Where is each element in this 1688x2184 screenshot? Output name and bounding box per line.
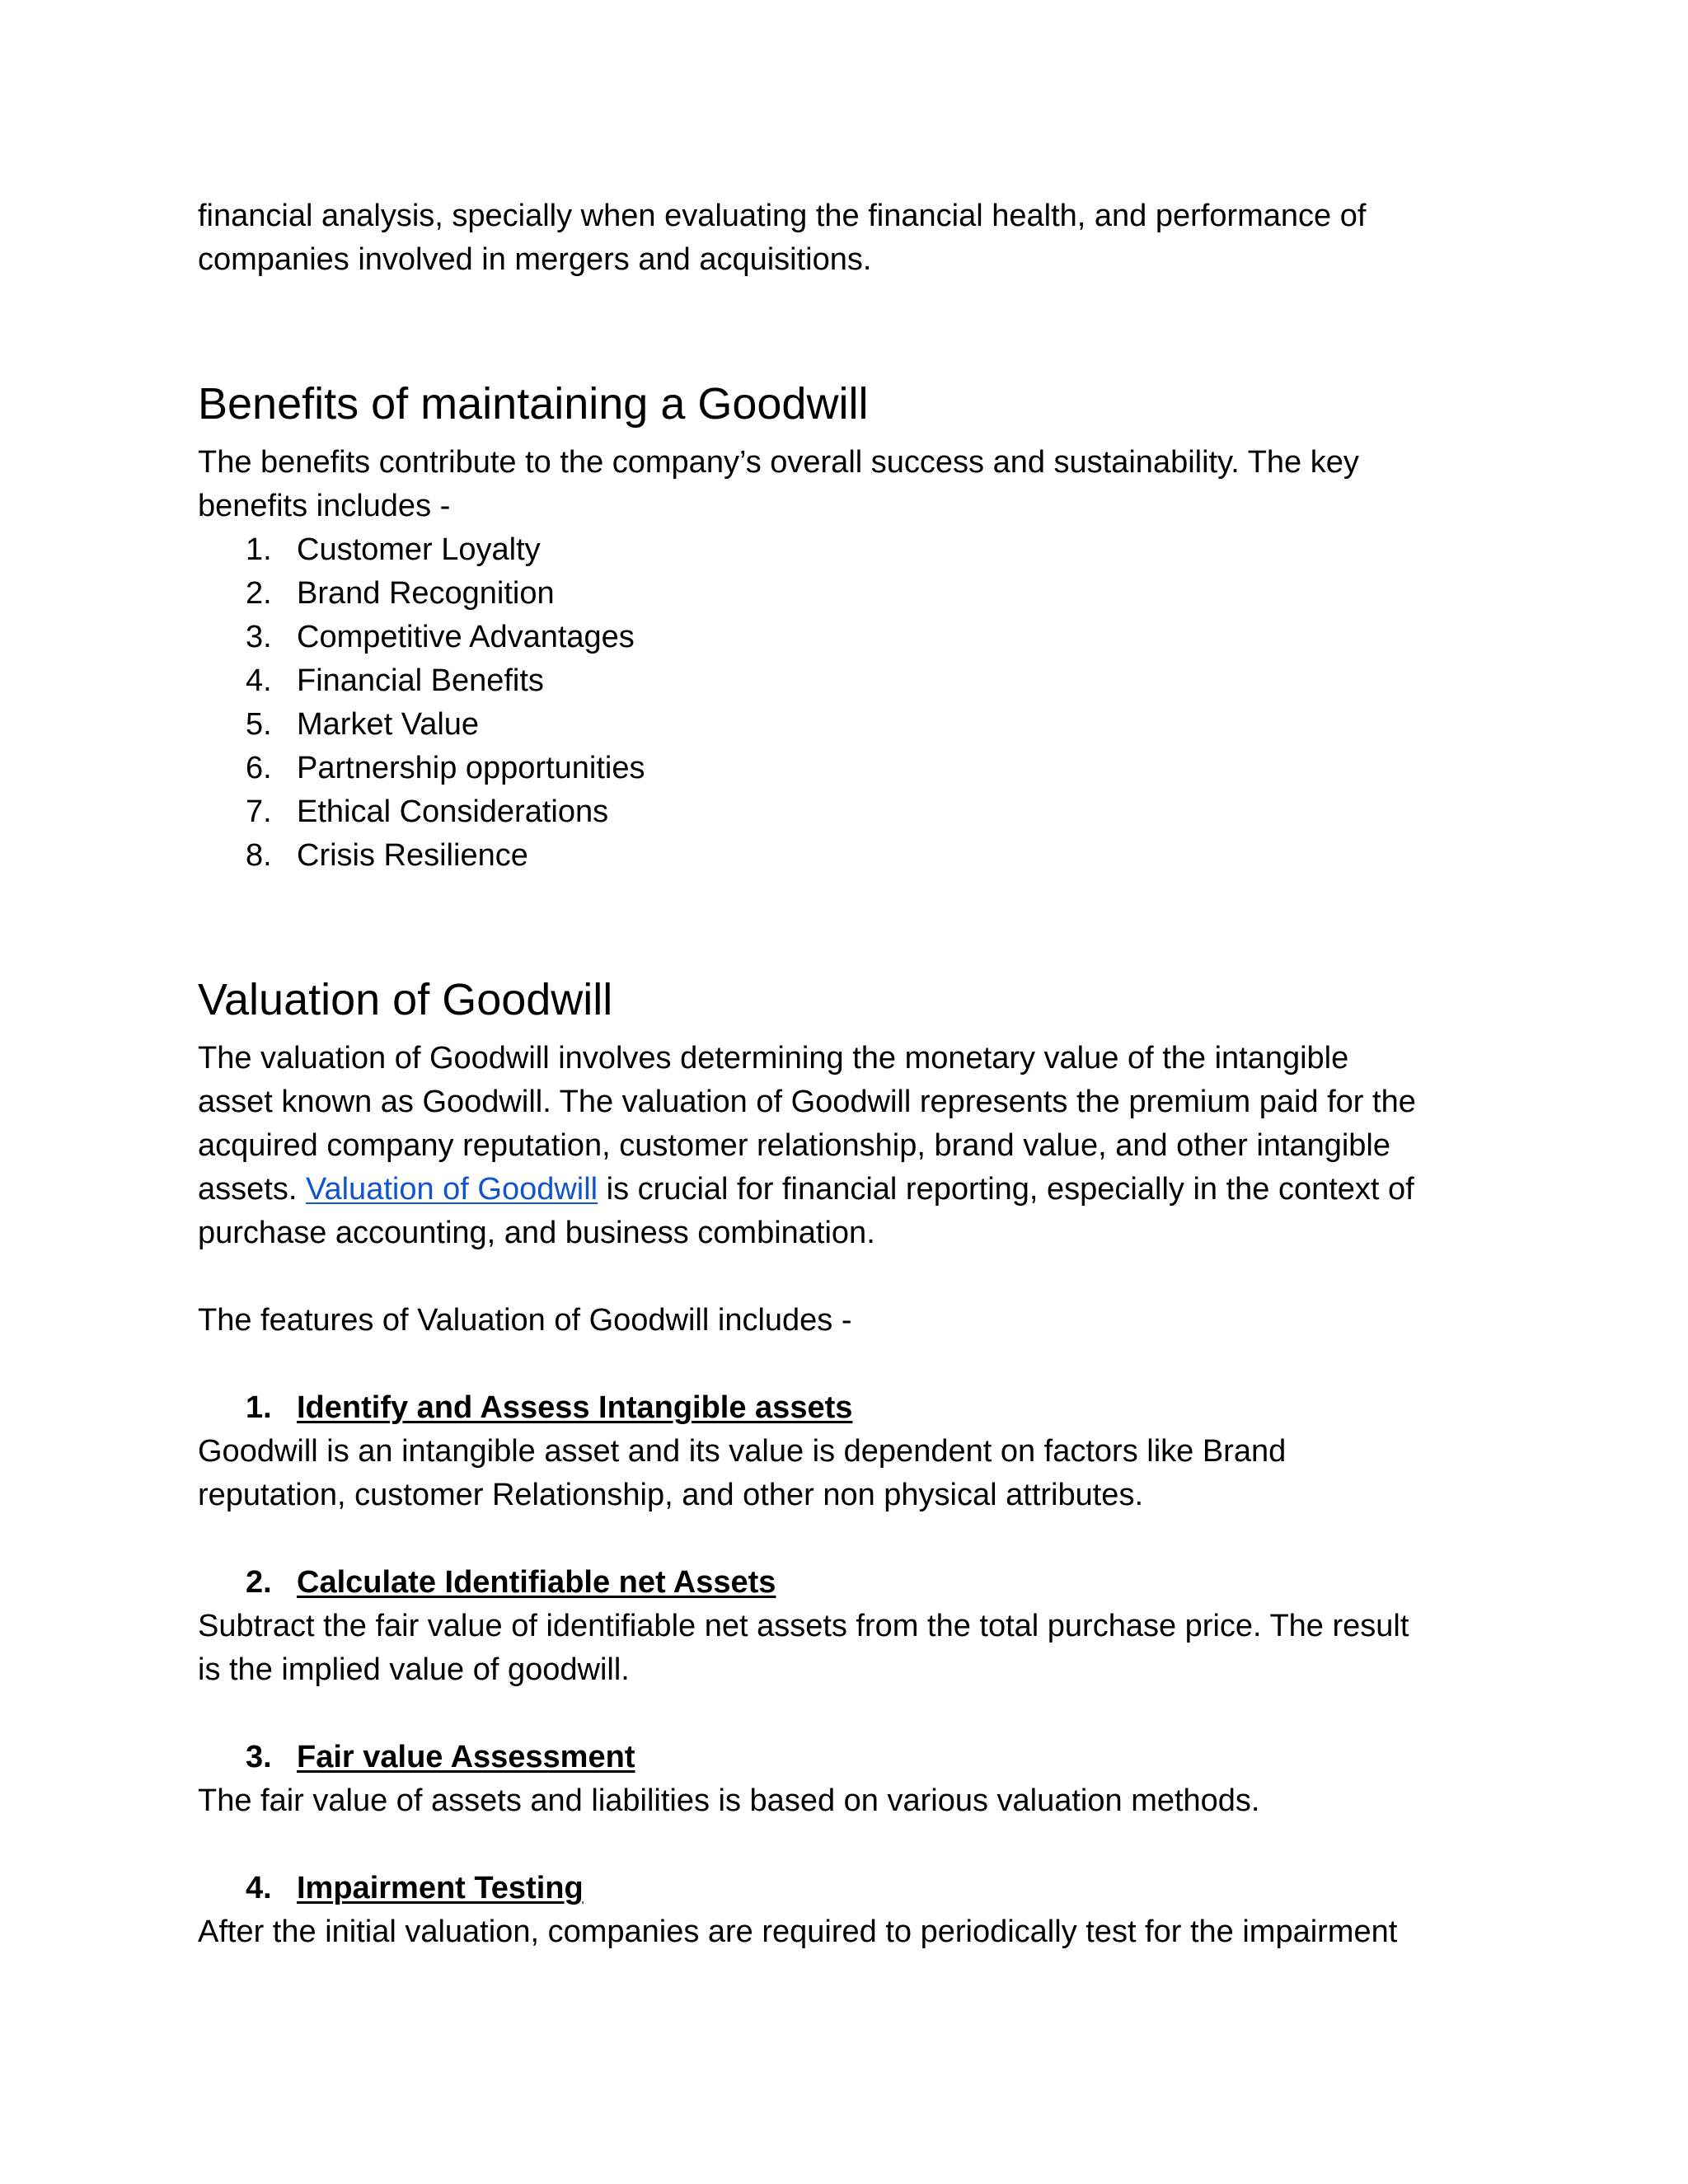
list-item-label: Competitive Advantages (297, 620, 635, 654)
feature-number: 2. (246, 1565, 272, 1600)
feature-title (198, 1736, 1500, 1779)
feature-line-2: reputation, customer Relationship, and other non physical attributes. (198, 1478, 1143, 1512)
feature-description (198, 1605, 1500, 1692)
feature-line-2: is the implied value of goodwill. (198, 1652, 630, 1687)
feature-line-1: The fair value of assets and liabilities is based on various valuation methods. (198, 1783, 1260, 1818)
feature-title-label: Fair value Assessment (297, 1740, 635, 1774)
feature-description (198, 1779, 1500, 1823)
list-item-number: 7. (246, 794, 272, 829)
benefits-intro-line-1: The benefits contribute to the company’s overall success and sustainability. The key (198, 445, 1359, 480)
intro-line-2: companies involved in mergers and acquisitions. (198, 242, 872, 277)
list-item-number: 3. (246, 620, 272, 654)
feature-title-label: Identify and Assess Intangible assets (297, 1390, 853, 1425)
list-item (198, 790, 1500, 834)
list-item-label: Crisis Resilience (297, 838, 528, 873)
list-item-label: Market Value (297, 707, 480, 742)
valuation-line-3: acquired company reputation, customer relationship, brand value, and other intangible (198, 1128, 1391, 1163)
intro-paragraph (198, 194, 1500, 282)
list-item-number: 1. (246, 532, 272, 567)
benefits-list (198, 528, 1500, 878)
benefits-intro (198, 441, 1500, 528)
features-intro: The features of Valuation of Goodwill includes - (198, 1303, 852, 1338)
list-item (198, 659, 1500, 703)
list-item-label: Ethical Considerations (297, 794, 609, 829)
valuation-of-goodwill-link[interactable]: Valuation of Goodwill (305, 1172, 598, 1207)
feature-line-1: After the initial valuation, companies are required to periodically test for the impairment (198, 1915, 1398, 1949)
feature-number: 4. (246, 1871, 272, 1905)
list-item (198, 528, 1500, 572)
list-item (198, 616, 1500, 659)
feature-line-1: Subtract the fair value of identifiable net assets from the total purchase price. The result (198, 1609, 1409, 1643)
valuation-line-5: purchase accounting, and business combination. (198, 1216, 875, 1250)
list-item-number: 2. (246, 576, 272, 611)
feature-line-1: Goodwill is an intangible asset and its value is dependent on factors like Brand (198, 1434, 1287, 1469)
feature-title (198, 1386, 1500, 1430)
feature-title (198, 1561, 1500, 1605)
feature-title-label: Impairment Testing (297, 1871, 584, 1905)
list-item (198, 703, 1500, 747)
valuation-line-4-post: is crucial for financial reporting, especially in the context of (598, 1172, 1414, 1207)
list-item-number: 5. (246, 707, 272, 742)
list-item (198, 747, 1500, 790)
list-item-label: Financial Benefits (297, 663, 544, 698)
list-item-label: Customer Loyalty (297, 532, 541, 567)
list-item (198, 572, 1500, 616)
feature-description (198, 1430, 1500, 1517)
feature-number: 3. (246, 1740, 272, 1774)
valuation-line-4-pre: assets. (198, 1172, 306, 1207)
feature-title-label: Calculate Identifiable net Assets (297, 1565, 776, 1600)
list-item-number: 4. (246, 663, 272, 698)
intro-line-1: financial analysis, specially when evaluating the financial health, and performance of (198, 199, 1367, 233)
valuation-line-1: The valuation of Goodwill involves determining the monetary value of the intangible (198, 1041, 1349, 1076)
list-item-number: 8. (246, 838, 272, 873)
document-page (198, 194, 1500, 1954)
valuation-paragraph (198, 1037, 1500, 1255)
list-item-number: 6. (246, 751, 272, 785)
feature-number: 1. (246, 1390, 272, 1425)
feature-title (198, 1867, 1500, 1910)
valuation-line-2: asset known as Goodwill. The valuation of Goodwill represents the premium paid for the (198, 1085, 1416, 1119)
list-item (198, 834, 1500, 878)
feature-description (198, 1910, 1500, 1954)
list-item-label: Partnership opportunities (297, 751, 645, 785)
benefits-heading: Benefits of maintaining a Goodwill (198, 379, 869, 429)
benefits-intro-line-2: benefits includes - (198, 489, 451, 523)
list-item-label: Brand Recognition (297, 576, 555, 611)
valuation-heading: Valuation of Goodwill (198, 975, 613, 1024)
